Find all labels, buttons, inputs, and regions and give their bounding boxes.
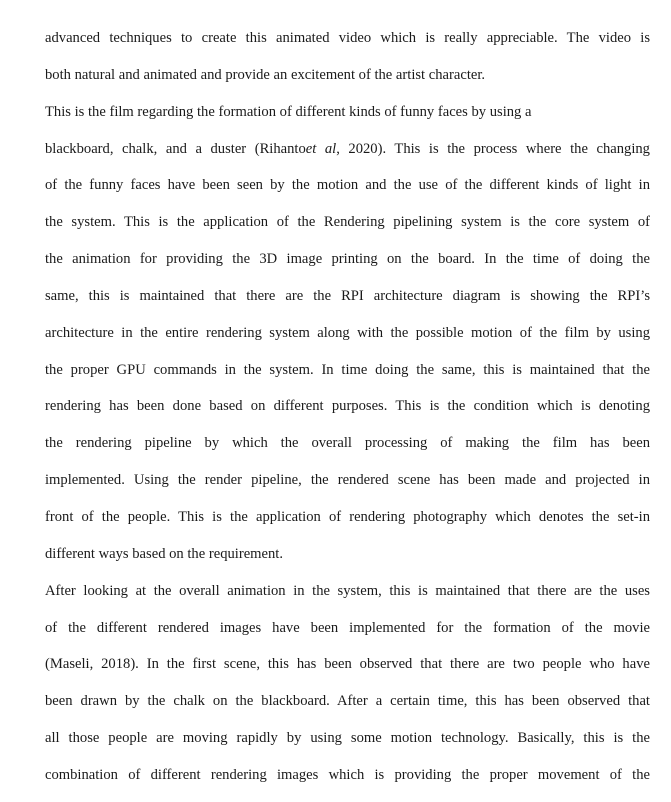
document-page — [45, 28, 650, 802]
text-line-20: all those people are moving rapidly by using some motion technology. Basically, this is the — [45, 730, 650, 747]
text-line-8: same, this is maintained that there are the RPI architecture diagram is showing the RPI’s — [45, 287, 650, 304]
text-line-15: different ways based on the requirement. — [45, 545, 284, 562]
text-line-12: the rendering pipeline by which the overall processing of making the film has been — [45, 435, 650, 452]
text-line-5: of the funny faces have been seen by the motion and the use of the different kinds of light in — [45, 177, 650, 194]
text-line-16: After looking at the overall animation in the system, this is maintained that there are the uses — [45, 582, 650, 599]
text-line-21: combination of different rendering images which is providing the proper movement of the — [45, 766, 650, 783]
text-line-9: architecture in the entire rendering system along with the possible motion of the film by using — [45, 324, 650, 341]
text-line-11: rendering has been done based on different purposes. This is the condition which is denoting — [45, 398, 650, 415]
text-line-4 — [45, 139, 650, 176]
text-line-2: both natural and animated and provide an excitement of the artist character. — [45, 66, 486, 83]
text-line-4-start: blackboard, chalk, and a duster (Rihanto — [45, 140, 306, 157]
text-line-13: implemented. Using the render pipeline, the rendered scene has been made and projected in — [45, 472, 650, 489]
text-line-1: advanced techniques to create this animated video which is really appreciable. The video is — [45, 30, 650, 46]
text-line-3: This is the film regarding the formation of different kinds of funny faces by using a — [45, 103, 532, 120]
text-line-7: the animation for providing the 3D image printing on the board. In the time of doing the — [45, 251, 650, 268]
text-line-18: (Maseli, 2018). In the first scene, this has been observed that there are two people who have — [45, 656, 650, 673]
text-line-14: front of the people. This is the application of rendering photography which denotes the set-in — [45, 508, 650, 525]
text-line-6: the system. This is the application of the Rendering pipelining system is the core system of — [45, 214, 650, 231]
text-line-19: been drawn by the chalk on the blackboard. After a certain time, this has been observed that — [45, 693, 650, 710]
text-line-17: of the different rendered images have been implemented for the formation of the movie — [45, 619, 650, 636]
text-line-4-end: , 2020). This is the process where the changing — [336, 140, 650, 157]
citation-et-al: et al — [305, 140, 337, 157]
text-line-10: the proper GPU commands in the system. In time doing the same, this is maintained that the — [45, 361, 650, 378]
